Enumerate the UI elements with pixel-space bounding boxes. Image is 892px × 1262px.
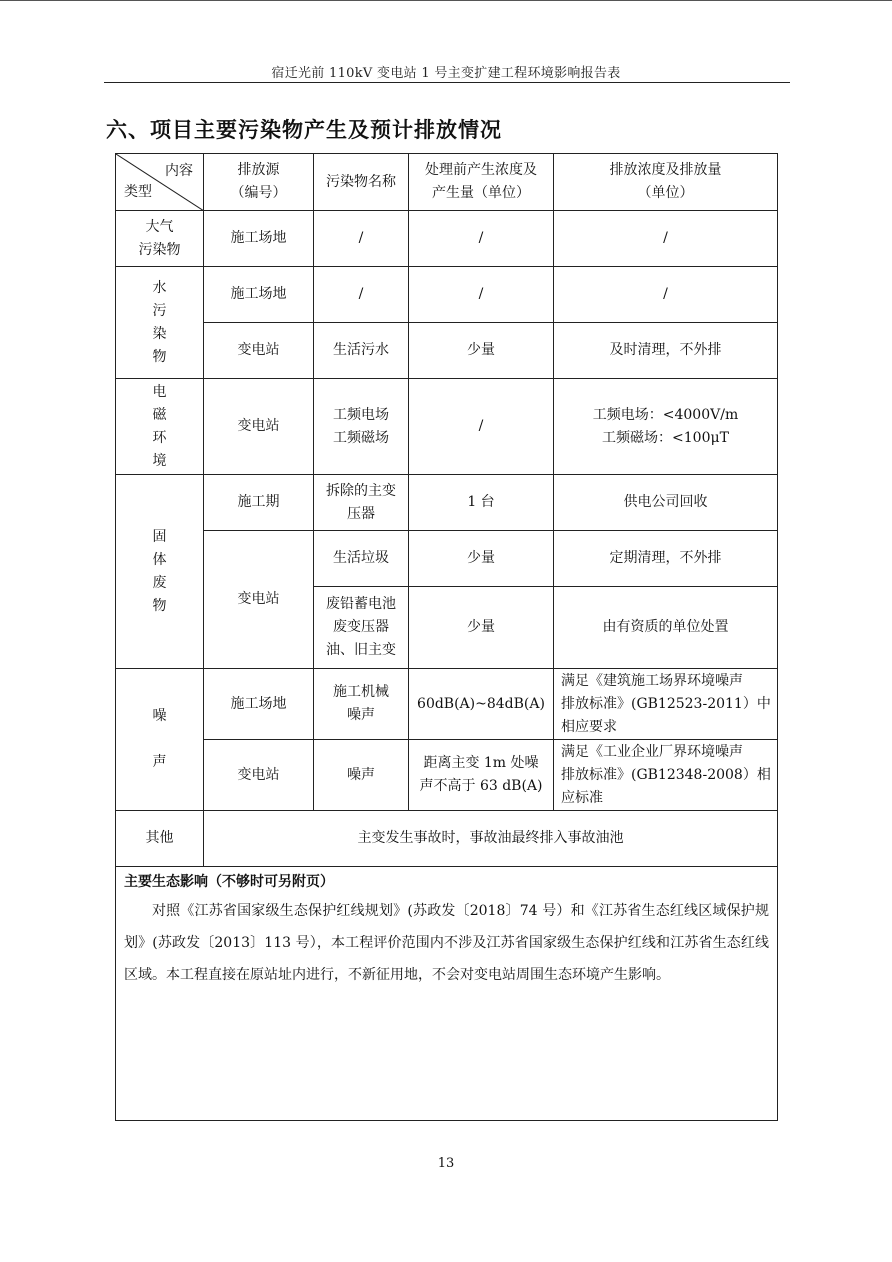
solid-before: 少量 — [409, 587, 554, 669]
table-row — [116, 267, 778, 323]
eco-impact-title: 主要生态影响（不够时可另附页） — [124, 874, 334, 890]
noise-emission: 满足《建筑施工场界环境噪声 排放标准》(GB12523-2011）中 相应要求 — [554, 669, 778, 740]
header-content-label: 内容 — [165, 163, 193, 179]
noise-emission: 满足《工业企业厂界环境噪声 排放标准》(GB12348-2008）相 应标准 — [554, 740, 778, 811]
table-row — [116, 211, 778, 267]
type-water: 水 污 染 物 — [116, 267, 204, 379]
eco-impact-cell — [116, 867, 778, 1121]
solid-before: 少量 — [409, 531, 554, 587]
solid-emission: 定期清理，不外排 — [554, 531, 778, 587]
page-number: 13 — [437, 1156, 455, 1171]
solid-before: 1 台 — [409, 475, 554, 531]
pollutant-table — [115, 153, 778, 1121]
water-before: / — [409, 267, 554, 323]
solid-pollutant: 废铅蓄电池 废变压器 油、旧主变 — [314, 587, 409, 669]
noise-before: 距离主变 1m 处噪 声不高于 63 dB(A) — [409, 740, 554, 811]
water-pollutant: / — [314, 267, 409, 323]
table-row — [116, 811, 778, 867]
running-header: 宿迁光前 110kV 变电站 1 号主变扩建工程环境影响报告表 — [271, 66, 621, 81]
solid-emission: 由有资质的单位处置 — [554, 587, 778, 669]
type-noise: 噪 声 — [116, 669, 204, 811]
table-row — [116, 475, 778, 531]
noise-source: 施工场地 — [204, 669, 314, 740]
table-header-row — [116, 154, 778, 211]
air-emission: / — [554, 211, 778, 267]
water-pollutant: 生活污水 — [314, 323, 409, 379]
water-source: 施工场地 — [204, 267, 314, 323]
header-before-treatment: 处理前产生浓度及 产生量（单位） — [409, 154, 554, 211]
water-emission: / — [554, 267, 778, 323]
header-emission: 排放浓度及排放量 （单位） — [554, 154, 778, 211]
type-electromagnetic: 电 磁 环 境 — [116, 379, 204, 475]
type-other: 其他 — [116, 811, 204, 867]
em-pollutant: 工频电场 工频磁场 — [314, 379, 409, 475]
noise-pollutant: 施工机械 噪声 — [314, 669, 409, 740]
noise-pollutant: 噪声 — [314, 740, 409, 811]
type-air: 大气 污染物 — [116, 211, 204, 267]
solid-emission: 供电公司回收 — [554, 475, 778, 531]
eco-impact-body: 对照《江苏省国家级生态保护红线规划》(苏政发〔2018〕74 号）和《江苏省生态红线区域保护规划》(苏政发〔2013〕113 号），本工程评价范围内不涉及江苏省国家级生态保护红线和江苏省生态红线区域。本工程直接在原站址内进行，不新征用地，不会对变电站周围生态环境产生影响。 — [124, 903, 769, 983]
solid-source: 变电站 — [204, 531, 314, 669]
noise-source: 变电站 — [204, 740, 314, 811]
diagonal-header-cell — [116, 154, 204, 211]
header-source: 排放源 （编号） — [204, 154, 314, 211]
header-type-label: 类型 — [124, 184, 152, 200]
water-source: 变电站 — [204, 323, 314, 379]
section-title: 六、项目主要污染物产生及预计排放情况 — [106, 118, 502, 142]
noise-before: 60dB(A)~84dB(A) — [409, 669, 554, 740]
water-before: 少量 — [409, 323, 554, 379]
em-before: / — [409, 379, 554, 475]
header-pollutant: 污染物名称 — [314, 154, 409, 211]
table-row — [116, 867, 778, 1121]
type-solid-waste: 固 体 废 物 — [116, 475, 204, 669]
table-row — [116, 323, 778, 379]
table-row — [116, 531, 778, 587]
air-before: / — [409, 211, 554, 267]
water-emission: 及时清理，不外排 — [554, 323, 778, 379]
em-source: 变电站 — [204, 379, 314, 475]
table-row — [116, 669, 778, 740]
table-row — [116, 379, 778, 475]
em-emission: 工频电场：<4000V/m 工频磁场：<100μT — [554, 379, 778, 475]
solid-pollutant: 生活垃圾 — [314, 531, 409, 587]
header-rule — [104, 82, 790, 83]
air-source: 施工场地 — [204, 211, 314, 267]
solid-pollutant: 拆除的主变 压器 — [314, 475, 409, 531]
solid-source: 施工期 — [204, 475, 314, 531]
table-row — [116, 740, 778, 811]
air-pollutant: / — [314, 211, 409, 267]
top-border — [0, 0, 892, 1]
other-content: 主变发生事故时，事故油最终排入事故油池 — [204, 811, 778, 867]
